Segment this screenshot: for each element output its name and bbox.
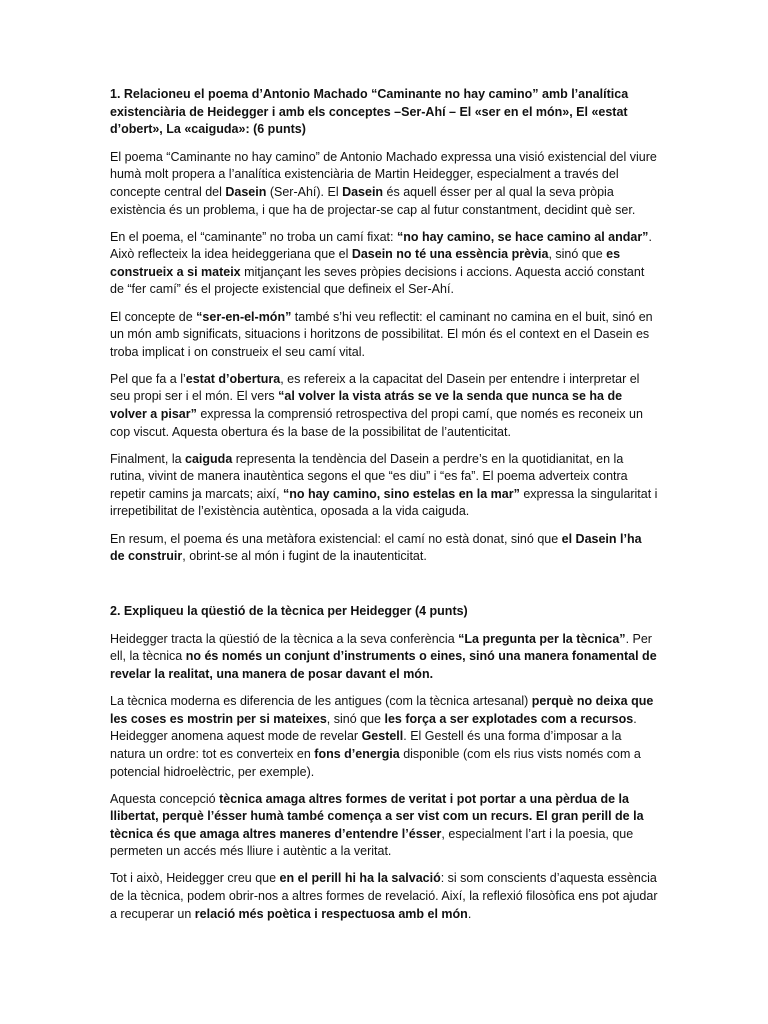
text-run: . Per ell, la tècnica (110, 631, 652, 664)
bold-text-run: estat d’obertura (185, 371, 281, 386)
text-run: (Ser-Ahí). El (266, 184, 343, 199)
paragraph (110, 451, 658, 521)
bold-text-run: Dasein no té una essència prèvia (351, 247, 549, 262)
bold-text-run: “La pregunta per la tècnica” (458, 631, 626, 646)
bold-text-run: Gestell (361, 729, 404, 744)
text-run: expressa la comprensió retrospectiva del propi camí, que només es reconeix un cop viscut. Aquesta obertura és la base de la possibilitat de l’autenticitat. (110, 407, 643, 439)
section-spacer (110, 575, 658, 603)
bold-text-run: Dasein (225, 184, 267, 199)
paragraph (110, 229, 658, 299)
bold-text-run: fons d’energia (314, 746, 400, 761)
bold-text-run: tècnica amaga altres formes de veritat i pot portar a una pèrdua de la llibertat, perquè l’ésser humà també comença a ser vist com un recurs. El gran perill de la tècnica és que amaga altres maneres d’entendre l’ésser (110, 791, 644, 841)
bold-text-run: perquè no deixa que les coses es mostrin per si mateixes (110, 694, 654, 726)
text-run: també s’hi veu reflectit: el caminant no camina en el buit, sinó en un món amb significats, situacions i horitzons de possibilitat. El món és el context en el Dasein es troba implicat i on construeix el seu camí vital. (110, 309, 653, 359)
text-run: Tot i això, Heidegger creu que (110, 871, 280, 886)
paragraph (110, 309, 658, 362)
text-run: és aquell ésser per al qual la seva pròpia existència és un problema, i que ha de projectar-se cap al futur constantment, decidint què ser. (110, 184, 636, 217)
text-run: El poema “Caminante no hay camino” de Antonio Machado expressa una visió existencial del viure humà molt propera a l’analítica existenciària de Martin Heidegger, especialment a través del concepte central del (110, 149, 657, 199)
text-run: , sinó que (326, 711, 385, 726)
bold-text-run: “no hay camino, sino estelas en la mar” (282, 486, 520, 501)
text-run: . Això reflecteix la idea heideggeriana que el (110, 229, 652, 262)
paragraph (110, 371, 658, 441)
text-run: expressa la singularitat i irrepetibilitat de l’existència autèntica, oposada a la vida caiguda. (110, 486, 658, 519)
bold-text-run: en el perill hi ha la salvació (279, 871, 441, 886)
text-run: mitjançant les seves pròpies decisions i accions. Aquesta acció constant de “fer camí” és el projecte existencial que defineix el Ser-Ahí. (110, 264, 645, 297)
bold-text-run: relació més poètica i respectuosa amb el món (194, 906, 468, 921)
bold-text-run: “al volver la vista atrás se ve la senda que nunca se ha de volver a pisar” (110, 389, 623, 421)
paragraph (110, 531, 658, 566)
text-run: representa la tendència del Dasein a perdre’s en la quotidianitat, en la rutina, vivint de manera inautèntica segons el que “es diu” i “es fa”. El poema adverteix contra repetir camins ja marcats; així, (110, 451, 628, 501)
text-run: Pel que fa a l’ (110, 371, 186, 386)
text-run: En el poema, el “caminante” no troba un camí fixat: (110, 229, 397, 244)
bold-text-run: caiguda (185, 451, 233, 466)
paragraph (110, 693, 658, 781)
text-run: , sinó que (548, 247, 607, 262)
bold-text-run: “ser-en-el-món” (196, 309, 292, 324)
paragraph (110, 631, 658, 684)
paragraph (110, 870, 658, 923)
paragraph (110, 149, 658, 219)
bold-text-run: es construeix a si mateix (110, 247, 621, 279)
text-run: . Heidegger anomena aquest mode de revelar (110, 711, 637, 744)
question-1-heading: 1. Relacioneu el poema d’Antonio Machado “Caminante no hay camino” amb l’analítica existenciària de Heidegger i amb els conceptes –Ser-Ahí – El «ser en el món», El «estat d’obert», La «caiguda»: (6 punts) (110, 87, 629, 137)
bold-text-run: no és només un conjunt d’instruments o eines, sinó una manera fonamental de revelar la realitat, una manera de posar davant el món. (110, 649, 657, 682)
bold-text-run: les força a ser explotades com a recursos (384, 711, 634, 726)
text-run: . El Gestell és una forma d’imposar a la natura un ordre: tot es converteix en (110, 729, 622, 761)
text-run: , especialment l’art i la poesia, que permeten un accés més lliure i autèntic a la veritat. (110, 826, 634, 859)
text-run: Finalment, la (110, 451, 186, 466)
text-run: . (467, 906, 472, 921)
question-1-section (110, 86, 658, 566)
paragraph (110, 791, 658, 861)
bold-text-run: “no hay camino, se hace camino al andar” (396, 229, 649, 244)
text-run: Heidegger tracta la qüestió de la tècnica a la seva conferència (110, 631, 459, 646)
document-page (110, 86, 658, 933)
text-run: Aquesta concepció (110, 791, 220, 806)
question-2-heading: 2. Expliqueu la qüestió de la tècnica per Heidegger (4 punts) (110, 604, 468, 619)
text-run: El concepte de (110, 309, 197, 324)
bold-text-run: Dasein (342, 184, 384, 199)
text-run: En resum, el poema és una metàfora existencial: el camí no està donat, sinó que (110, 531, 562, 546)
question-2-section (110, 603, 658, 923)
text-run: disponible (com els rius vists només com a potencial hidroelèctric, per exemple). (110, 746, 641, 779)
text-run: , es refereix a la capacitat del Dasein per entendre i interpretar el seu propi ser i el món. El vers (110, 371, 640, 404)
text-run: : si som conscients d’aquesta essència de la tècnica, podem obrir-nos a altres formes de revelació. Així, la reflexió filosòfica ens pot ajudar a recuperar un (110, 871, 658, 921)
text-run: La tècnica moderna es diferencia de les antigues (com la tècnica artesanal) (110, 694, 532, 709)
text-run: , obrint-se al món i fugint de la inautenticitat. (182, 549, 427, 564)
bold-text-run: el Dasein l’ha de construir (110, 531, 642, 564)
